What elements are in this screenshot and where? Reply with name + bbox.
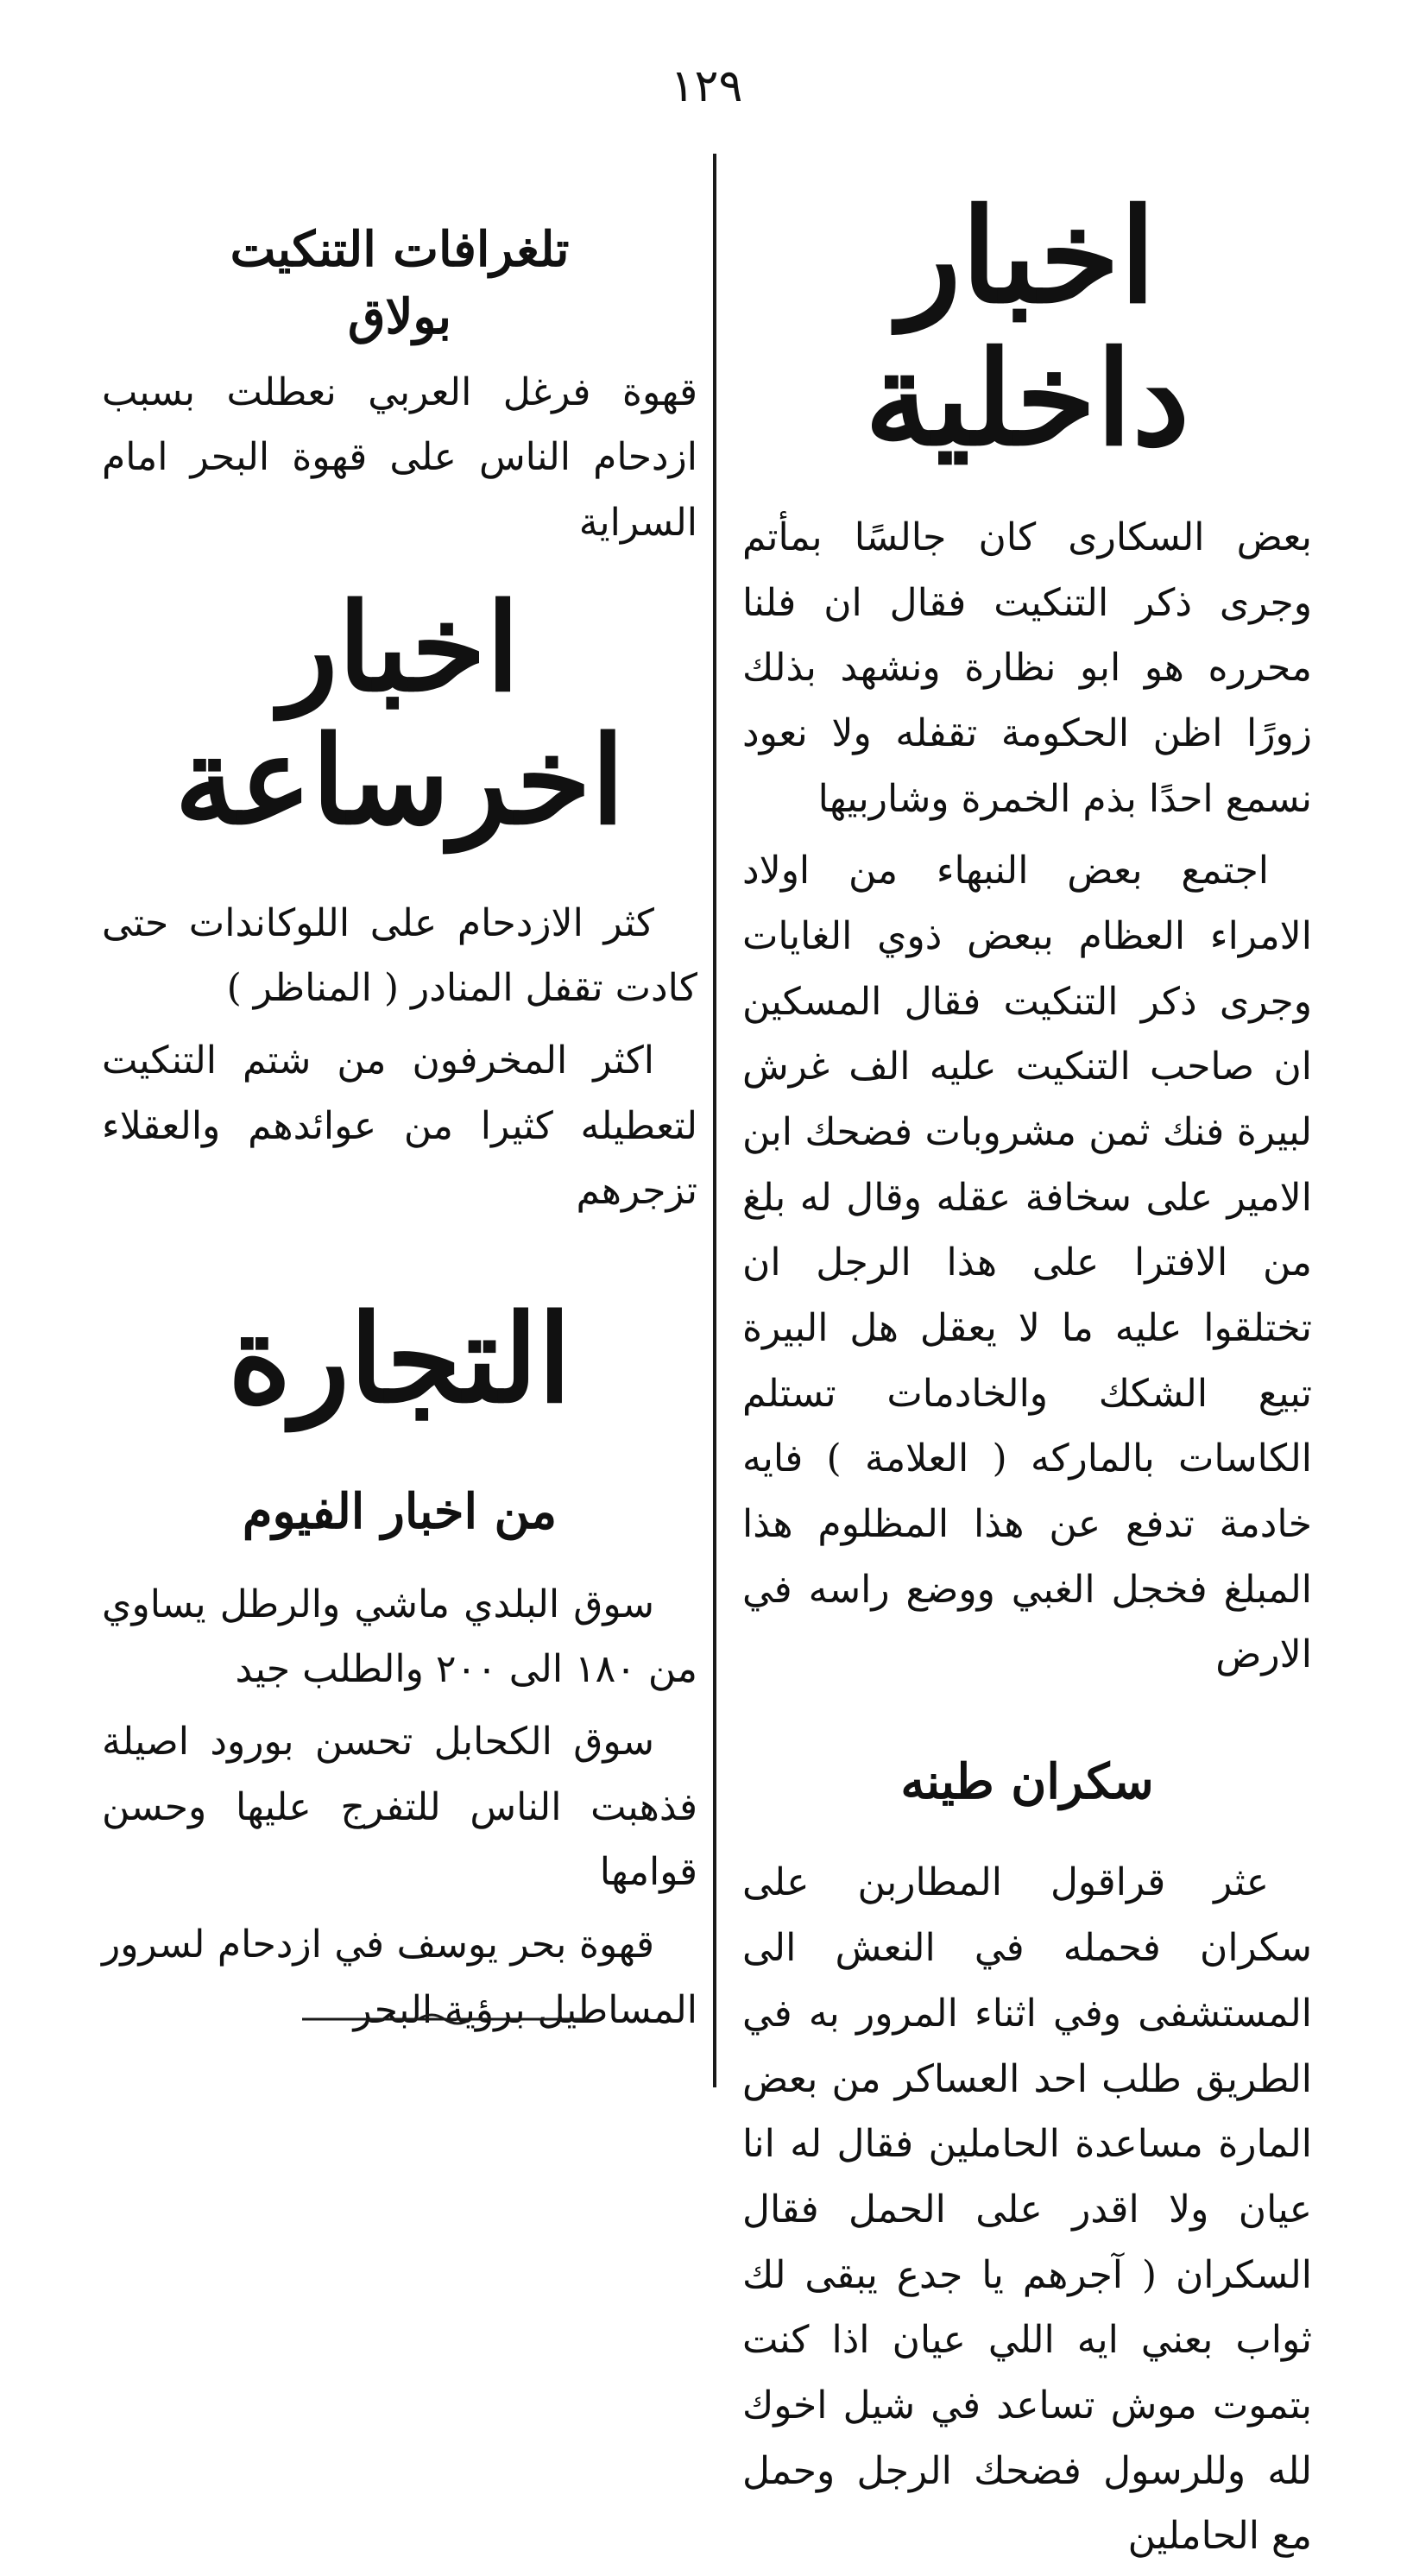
subheading-drunk: سكران طينه (900, 1753, 1154, 1811)
telegrams-title: تلغرافات التنكيت (230, 221, 570, 278)
trade-item: سوق البلدي ماشي والرطل يساوي من ١٨٠ الى ٢٠٠ والطلب جيد (102, 1582, 697, 1692)
article-paragraph: عثر قراقول المطاربن على سكران فحمله في النعش الى المستشفى وفي اثناء المرور به في الطريق طلب احد العساكر من بعض المارة مساعدة الحاملين فقال له انا عيان ولا اقدر على الحمل فقال السكران ( آجرهم يا جدع يبقى لك ثواب بعني ايه اللي عيان اذا كنت بتموت موش تساعد في شيل اخوك لله وللرسول فضحك الرجل وحمل مع الحاملين (742, 1860, 1312, 2559)
headline-internal-news: اخبار داخلية (864, 180, 1190, 475)
trade-item: قهوة بحر يوسف في ازدحام لسرور المساطيل برؤية البحر (102, 1922, 697, 2032)
article-paragraph: اجتمع بعض النبهاء من اولاد الامراء العظام ببعض ذوي الغايات وجرى ذكر التنكيت فقال المسكين ان صاحب التنكيت عليه الف غرش لبيرة فنك ثمن مشروبات فضحك ابن الامير على سخافة عقله وقال له بلغ من الافترا على هذا الرجل ان تختلقوا عليه ما لا يعقل هل البيرة تبيع الشكك والخادمات تستلم الكاسات بالماركه ( العلامة ) فايه خادمة تدفع عن هذا المظلوم هذا المبلغ فخجل الغبي ووضع راسه في الارض (742, 849, 1312, 1677)
headline-trade: التجارة (228, 1289, 571, 1431)
news-item: كثر الازدحام على اللوكاندات حتى كادت تقفل المنادر ( المناظر ) (102, 900, 697, 1011)
ornament-divider (302, 2010, 587, 2029)
news-item: اكثر المخرفون من شتم التنكيت لتعطيله كثيرا من عوائدهم والعقلاء تزجرهم (102, 1039, 697, 1214)
page-number: ١٢٩ (670, 60, 743, 112)
telegrams-place: بولاق (348, 288, 451, 346)
column-divider (713, 154, 716, 2087)
trade-item: سوق الكحابل تحسن بورود اصيلة فذهبت الناس للتفرج عليها وحسن قوامها (102, 1719, 697, 1895)
telegram-text: قهوة فرغل العربي نعطلت بسبب ازدحام الناس على قهوة البحر امام السراية (102, 369, 697, 546)
headline-latest-news: اخبار اخرساعة (174, 577, 625, 852)
right-column (742, 180, 1312, 2576)
article-paragraph: بعض السكارى كان جالسًا بمأتم وجرى ذكر التنكيت فقال ان فلنا محرره هو ابو نظارة ونشهد بذلك زورًا اظن الحكومة تقفله ولا نعود نسمع احدًا بذم الخمرة وشاربيها (742, 515, 1312, 821)
left-column (102, 216, 697, 2049)
trade-place: من اخبار الفيوم (242, 1483, 558, 1541)
